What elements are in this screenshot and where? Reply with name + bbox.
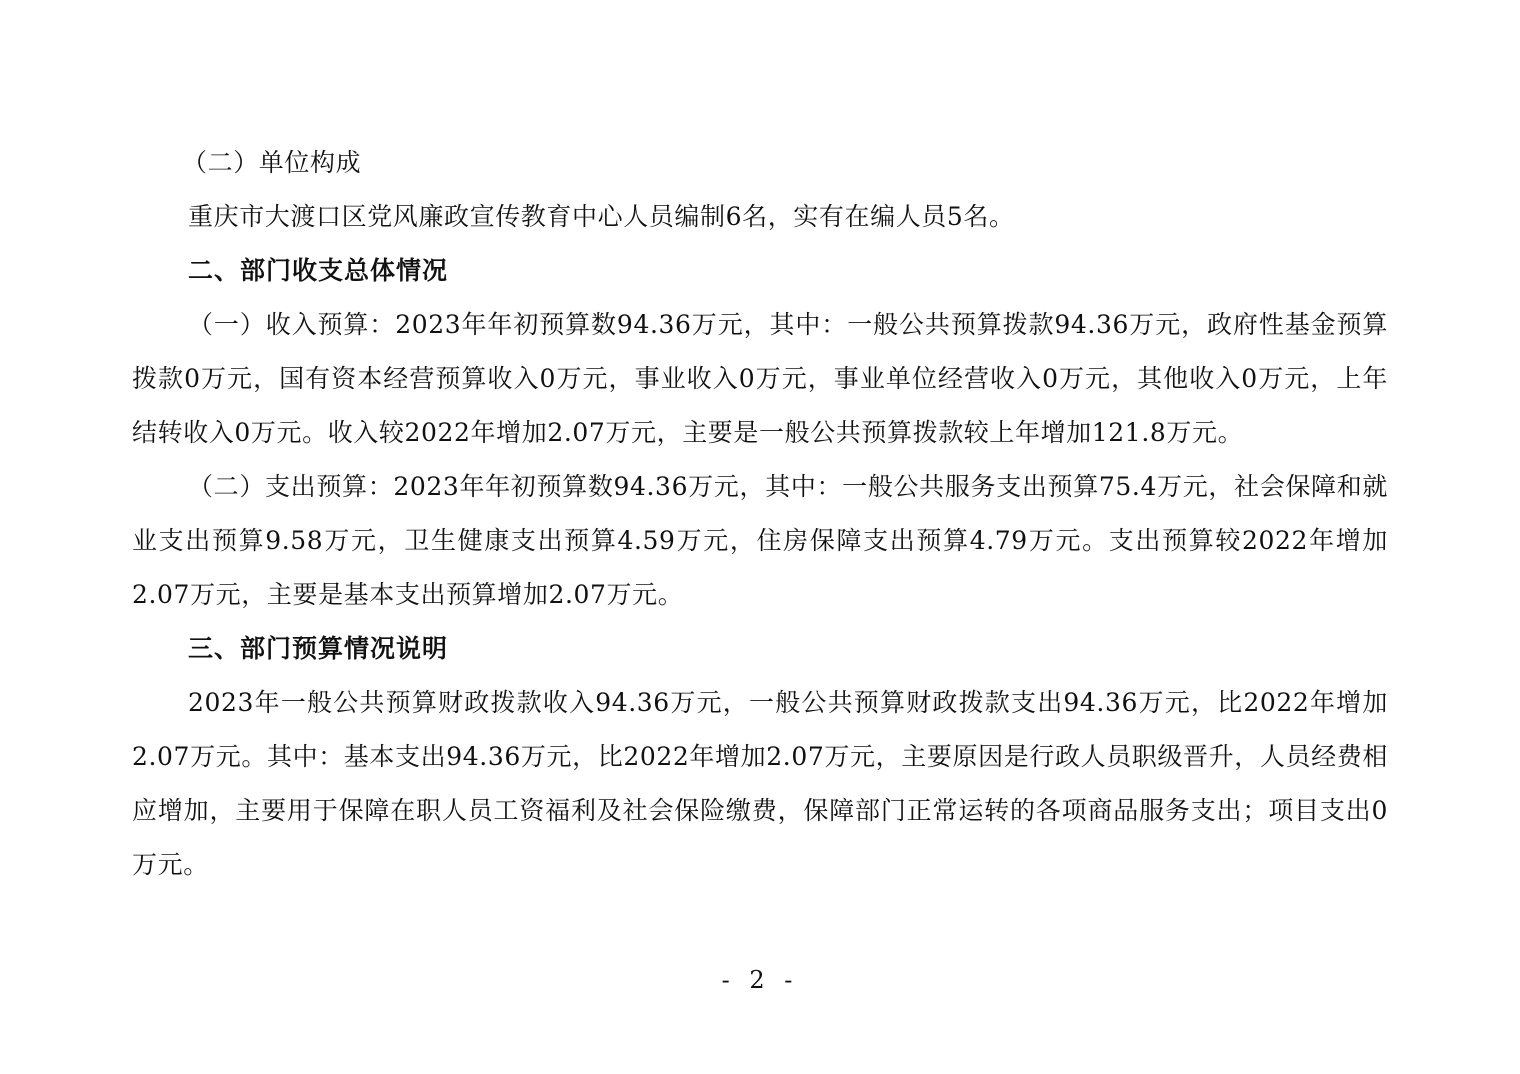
paragraph-staffing: 重庆市大渡口区党风廉政宣传教育中心人员编制6名，实有在编人员5名。: [188, 202, 1015, 231]
paragraph-revenue-budget: （一）收入预算：2023年年初预算数94.36万元，其中：一般公共预算拨款94.36万元，政府性基金预算拨款0万元，国有资本经营预算收入0万元，事业收入0万元，事业单位经营收入0万元，其他收入0万元，上年结转收入0万元。收入较2022年增加2.07万元，主要是一般公共预算拨款较上年增加121.8万元。: [132, 310, 1388, 447]
section-heading-budget-explanation: 三、部门预算情况说明: [188, 634, 449, 663]
document-body: [132, 136, 1388, 892]
page-number: - 2 -: [721, 966, 799, 994]
paragraph-budget-explanation: 2023年一般公共预算财政拨款收入94.36万元，一般公共预算财政拨款支出94.36万元，比2022年增加2.07万元。其中：基本支出94.36万元，比2022年增加2.07万元，主要原因是行政人员职级晋升，人员经费相应增加，主要用于保障在职人员工资福利及社会保险缴费，保障部门正常运转的各项商品服务支出；项目支出0万元。: [132, 688, 1388, 879]
section-heading-revenue-expenditure: 二、部门收支总体情况: [188, 256, 449, 285]
section-subheading-unit-composition: （二）单位构成: [182, 148, 362, 177]
paragraph-expenditure-budget: （二）支出预算：2023年年初预算数94.36万元，其中：一般公共服务支出预算75.4万元，社会保障和就业支出预算9.58万元，卫生健康支出预算4.59万元，住房保障支出预算4.79万元。支出预算较2022年增加2.07万元，主要是基本支出预算增加2.07万元。: [132, 472, 1388, 609]
